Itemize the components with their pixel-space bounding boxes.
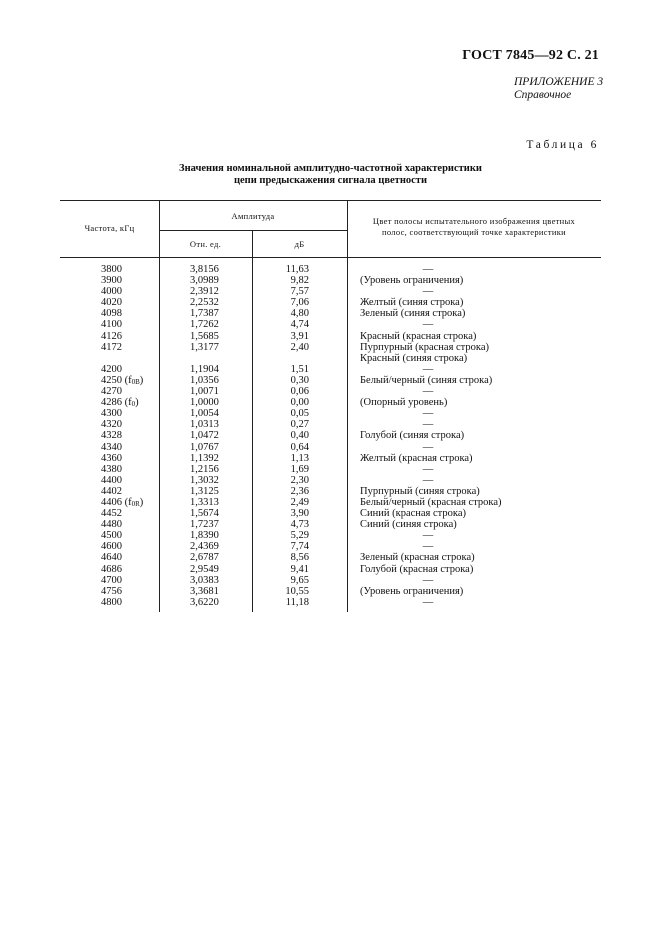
frequency-cell: 4380 (101, 463, 122, 475)
table-row (0, 530, 661, 541)
color-cell: — (422, 386, 434, 398)
table-title (60, 163, 601, 187)
column-header-amplitude: Амплитуда (231, 211, 275, 221)
table-row (0, 353, 661, 364)
table-row (0, 375, 661, 386)
relative-amplitude-cell: 1,0054 (190, 408, 219, 420)
db-amplitude-cell: 11,63 (285, 264, 309, 275)
color-cell: Синий (красная строка) (360, 508, 466, 520)
color-cell: (Уровень ограничения) (360, 585, 464, 597)
relative-amplitude-cell: 1,7262 (190, 319, 219, 331)
db-amplitude-cell: 0,05 (290, 408, 309, 420)
table-row (0, 397, 661, 408)
relative-amplitude-cell: 3,0383 (190, 574, 219, 586)
color-cell: Желтый (синяя строка) (360, 297, 464, 309)
frequency-cell: 4020 (101, 297, 122, 309)
relative-amplitude-cell: 1,5685 (190, 330, 219, 342)
table-row (0, 519, 661, 530)
relative-amplitude-cell: 3,3681 (190, 585, 219, 597)
table-row (0, 442, 661, 453)
db-amplitude-cell: 8,56 (290, 552, 309, 564)
table-row (0, 464, 661, 475)
color-cell: — (422, 530, 434, 542)
frequency-cell: 4640 (101, 552, 122, 564)
frequency-cell: 4300 (101, 408, 122, 420)
table-row (0, 575, 661, 586)
color-cell: Голубой (красная строка) (360, 563, 474, 575)
frequency-cell: 4100 (101, 319, 122, 331)
frequency-cell: 4406 $(f_{0R})$ (101, 496, 144, 508)
color-cell: Белый/черный (красная строка) (360, 496, 502, 508)
frequency-cell: 4700 (101, 574, 122, 586)
frequency-cell: 4452 (101, 508, 122, 520)
relative-amplitude-cell: 1,3125 (190, 485, 219, 497)
frequency-cell: 4756 (101, 585, 122, 597)
color-cell: (Уровень ограничения) (360, 275, 464, 287)
table-header-bottom-rule (60, 257, 601, 258)
column-header-frequency: Частота, кГц (84, 223, 135, 233)
annex-label (514, 76, 603, 102)
relative-amplitude-cell: 1,0000 (190, 397, 219, 409)
relative-amplitude-cell: 1,0472 (190, 430, 219, 442)
frequency-cell: 4500 (101, 530, 122, 542)
frequency-cell: 4402 (101, 485, 122, 497)
color-cell: — (422, 286, 434, 298)
table-row (0, 386, 661, 397)
frequency-cell: 4250 $(f_{0B})$ (101, 374, 144, 386)
frequency-cell: 4340 (101, 441, 122, 453)
table-row (0, 552, 661, 563)
frequency-cell: 4360 (101, 452, 122, 464)
relative-amplitude-cell: 1,3177 (190, 341, 219, 353)
color-cell: — (422, 419, 434, 431)
frequency-cell: 4172 (101, 341, 122, 353)
table-row (0, 564, 661, 575)
table-title-line1: Значения номинальной амплитудно-частотной характеристики (179, 163, 482, 174)
frequency-cell: 4270 (101, 386, 122, 398)
db-amplitude-cell: 3,90 (290, 508, 309, 520)
color-cell: Пурпурный (синяя строка) (360, 485, 480, 497)
table-row (0, 297, 661, 308)
relative-amplitude-cell: 1,5674 (190, 508, 219, 520)
amplitude-sub-rule (159, 230, 347, 231)
color-cell: Зеленый (красная строка) (360, 552, 475, 564)
db-amplitude-cell: 2,30 (290, 474, 309, 486)
db-amplitude-cell: 0,00 (290, 397, 309, 409)
color-cell: Голубой (синяя строка) (360, 430, 465, 442)
relative-amplitude-cell: 1,0767 (190, 441, 219, 453)
db-amplitude-cell: 1,51 (290, 363, 309, 375)
table-body (0, 264, 661, 608)
relative-amplitude-cell: 1,1904 (190, 363, 219, 375)
document-header: ГОСТ 7845—92 С. 21 (462, 48, 599, 63)
relative-amplitude-cell: 2,9549 (190, 563, 219, 575)
color-cell: Красный (синяя строка) (360, 352, 468, 364)
table-row (0, 408, 661, 419)
color-cell: Синий (синяя строка) (360, 519, 457, 531)
frequency-cell: 4000 (101, 286, 122, 298)
color-cell: — (422, 408, 434, 420)
db-amplitude-cell: 7,74 (290, 541, 309, 553)
table-row (0, 419, 661, 430)
db-amplitude-cell: 0,40 (290, 430, 309, 442)
frequency-cell: 4600 (101, 541, 122, 553)
frequency-cell: 4200 (101, 363, 122, 375)
relative-amplitude-cell: 3,0989 (190, 275, 219, 287)
db-amplitude-cell: 4,80 (290, 308, 309, 320)
relative-amplitude-cell: 1,0071 (190, 386, 219, 398)
annex-title: ПРИЛОЖЕНИЕ 3 (514, 76, 604, 88)
column-header-color-line2: полос, соответствующий точке характеристики (382, 227, 566, 237)
db-amplitude-cell: 0,30 (290, 374, 309, 386)
db-amplitude-cell: 11,18 (285, 596, 309, 608)
table-row (0, 475, 661, 486)
color-cell: Желтый (красная строка) (360, 452, 473, 464)
frequency-cell: 4286 $(f_0)$ (101, 397, 139, 409)
table-row (0, 453, 661, 464)
db-amplitude-cell: 1,13 (290, 452, 309, 464)
table-top-rule (60, 200, 601, 201)
color-cell: — (422, 474, 434, 486)
relative-amplitude-cell: 3,8156 (190, 264, 219, 275)
db-amplitude-cell: 0,06 (290, 386, 309, 398)
db-amplitude-cell: 5,29 (290, 530, 309, 542)
relative-amplitude-cell: 1,2156 (190, 463, 219, 475)
frequency-cell: 4328 (101, 430, 122, 442)
table-row (0, 541, 661, 552)
color-cell: (Опорный уровень) (360, 397, 448, 409)
relative-amplitude-cell: 1,0356 (190, 374, 219, 386)
table-row (0, 597, 661, 608)
db-amplitude-cell: 2,40 (290, 341, 309, 353)
relative-amplitude-cell: 1,8390 (190, 530, 219, 542)
color-cell: Красный (красная строка) (360, 330, 477, 342)
relative-amplitude-cell: 1,7387 (190, 308, 219, 320)
table-row (0, 430, 661, 441)
table-number: Таблица 6 (526, 139, 599, 151)
frequency-cell: 3900 (101, 275, 122, 287)
db-amplitude-cell: 4,74 (290, 319, 309, 331)
relative-amplitude-cell: 3,6220 (190, 596, 219, 608)
column-header-color-line1: Цвет полосы испытательного изображения цветных (372, 216, 576, 226)
color-cell: — (422, 541, 434, 553)
table-row (0, 275, 661, 286)
annex-type: Справочное (514, 89, 572, 101)
relative-amplitude-cell: 2,4369 (190, 541, 219, 553)
db-amplitude-cell: 10,55 (285, 585, 309, 597)
column-header-color (347, 216, 601, 238)
frequency-cell: 4686 (101, 563, 122, 575)
relative-amplitude-cell: 1,3313 (190, 496, 219, 508)
db-amplitude-cell: 9,82 (290, 275, 309, 287)
db-amplitude-cell: 9,65 (290, 574, 309, 586)
db-amplitude-cell: 4,73 (290, 519, 309, 531)
relative-amplitude-cell: 2,3912 (190, 286, 219, 298)
db-amplitude-cell: 1,69 (290, 463, 309, 475)
db-amplitude-cell: 0,64 (290, 441, 309, 453)
frequency-cell: 4400 (101, 474, 122, 486)
table-title-line2: цепи предыскажения сигнала цветности (233, 175, 428, 186)
relative-amplitude-cell: 1,0313 (190, 419, 219, 431)
color-cell: — (422, 363, 434, 375)
color-cell: Зеленый (синяя строка) (360, 308, 466, 320)
table-row (0, 286, 661, 297)
db-amplitude-cell: 3,91 (290, 330, 309, 342)
column-header-db: дБ (294, 239, 305, 249)
relative-amplitude-cell: 1,1392 (190, 452, 219, 464)
table-row (0, 331, 661, 342)
db-amplitude-cell: 7,57 (290, 286, 309, 298)
frequency-cell: 4098 (101, 308, 122, 320)
table-row (0, 586, 661, 597)
column-header-relative: Отн. ед. (189, 239, 222, 249)
relative-amplitude-cell: 2,6787 (190, 552, 219, 564)
frequency-cell: 4480 (101, 519, 122, 531)
db-amplitude-cell: 7,06 (290, 297, 309, 309)
color-cell: Белый/черный (синяя строка) (360, 374, 493, 386)
color-cell: — (422, 319, 434, 331)
table-row (0, 508, 661, 519)
relative-amplitude-cell: 1,3032 (190, 474, 219, 486)
table-row (0, 308, 661, 319)
color-cell: — (422, 264, 434, 275)
db-amplitude-cell: 2,49 (290, 496, 309, 508)
frequency-cell: 4320 (101, 419, 122, 431)
db-amplitude-cell: 2,36 (290, 485, 309, 497)
color-cell: Пурпурный (красная строка) (360, 341, 489, 353)
color-cell: — (422, 463, 434, 475)
relative-amplitude-cell: 1,7237 (190, 519, 219, 531)
relative-amplitude-cell: 2,2532 (190, 297, 219, 309)
color-cell: — (422, 574, 434, 586)
frequency-cell: 3800 (101, 264, 122, 275)
table-row (0, 319, 661, 330)
table-row (0, 497, 661, 508)
color-cell: — (422, 596, 434, 608)
table-row (0, 342, 661, 353)
frequency-cell: 4800 (101, 596, 122, 608)
db-amplitude-cell: 9,41 (290, 563, 309, 575)
frequency-cell: 4126 (101, 330, 122, 342)
color-cell: — (422, 441, 434, 453)
table-row (0, 264, 661, 275)
table-row (0, 364, 661, 375)
table-row (0, 486, 661, 497)
db-amplitude-cell: 0,27 (290, 419, 309, 431)
